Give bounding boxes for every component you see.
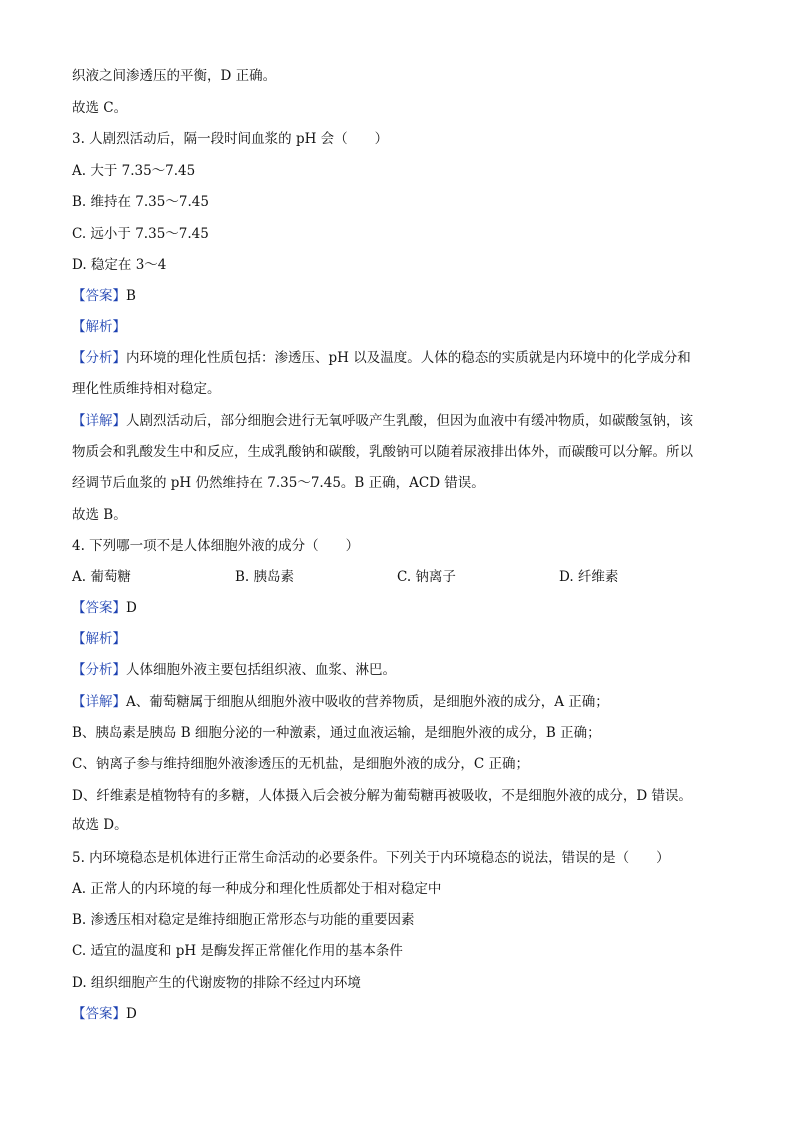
question-4-jiexi xyxy=(72,629,734,649)
question-3-option-b: B. 维持在 7.35～7.45 xyxy=(72,194,209,210)
xiangjie-tag: 【详解】 xyxy=(72,694,126,710)
xiangjie-tag: 【详解】 xyxy=(72,413,126,429)
question-5-option-b: B. 渗透压相对稳定是维持细胞正常形态与功能的重要因素 xyxy=(72,912,415,928)
text-line: C、钠离子参与维持细胞外液渗透压的无机盐，是细胞外液的成分，C 正确； xyxy=(72,756,529,772)
question-3-xiangjie xyxy=(72,411,734,431)
text-line: 故选 C。 xyxy=(72,100,128,116)
question-4-answer xyxy=(72,598,734,618)
question-5-answer xyxy=(72,1004,734,1024)
answer-value: D xyxy=(126,600,137,616)
text-line: D、纤维素是植物特有的多糖，人体摄入后会被分解为葡萄糖再被吸收，不是细胞外液的成分，D 错误。 xyxy=(72,788,692,804)
question-4-option-c: C. 钠离子 xyxy=(397,569,456,585)
xiangjie-text: A、葡萄糖属于细胞从细胞外液中吸收的营养物质，是细胞外液的成分，A 正确； xyxy=(126,694,609,710)
question-4-option-a: A. 葡萄糖 xyxy=(72,569,131,585)
question-3-answer xyxy=(72,286,734,306)
answer-value: D xyxy=(126,1006,137,1022)
jiexi-tag: 【解析】 xyxy=(72,319,126,335)
text-line: 织液之间渗透压的平衡，D 正确。 xyxy=(72,68,277,84)
text-line: 经调节后血浆的 pH 仍然维持在 7.35～7.45。B 正确，ACD 错误。 xyxy=(72,475,485,491)
question-5-option-d: D. 组织细胞产生的代谢废物的排除不经过内环境 xyxy=(72,975,361,991)
question-3-stem: 3. 人剧烈活动后，隔一段时间血浆的 pH 会（ ） xyxy=(72,131,389,147)
text-line: B、胰岛素是胰岛 B 细胞分泌的一种激素，通过血液运输，是细胞外液的成分，B 正确； xyxy=(72,725,601,741)
fenxi-tag: 【分析】 xyxy=(72,662,126,678)
fenxi-text: 内环境的理化性质包括：渗透压、pH 以及温度。人体的稳态的实质就是内环境中的化学成分和 xyxy=(126,350,691,366)
question-4-option-b: B. 胰岛素 xyxy=(235,569,295,585)
question-4-option-d: D. 纤维素 xyxy=(559,569,619,585)
question-5-stem: 5. 内环境稳态是机体进行正常生命活动的必要条件。下列关于内环境稳态的说法，错误的是（ ） xyxy=(72,850,670,866)
fenxi-text: 人体细胞外液主要包括组织液、血浆、淋巴。 xyxy=(126,662,396,678)
question-3-option-a: A. 大于 7.35～7.45 xyxy=(72,163,196,179)
question-4-xiangjie xyxy=(72,692,734,712)
question-5-option-c: C. 适宜的温度和 pH 是酶发挥正常催化作用的基本条件 xyxy=(72,943,403,959)
answer-tag: 【答案】 xyxy=(72,1006,126,1022)
question-3-option-c: C. 远小于 7.35～7.45 xyxy=(72,226,209,242)
question-3-option-d: D. 稳定在 3～4 xyxy=(72,257,167,273)
question-3-fenxi xyxy=(72,348,734,368)
question-4-stem: 4. 下列哪一项不是人体细胞外液的成分（ ） xyxy=(72,538,360,554)
answer-value: B xyxy=(126,288,136,304)
fenxi-tag: 【分析】 xyxy=(72,350,126,366)
text-line: 理化性质维持相对稳定。 xyxy=(72,381,221,397)
xiangjie-text: 人剧烈活动后，部分细胞会进行无氧呼吸产生乳酸，但因为血液中有缓冲物质，如碳酸氢钠，该 xyxy=(126,413,693,429)
question-3-jiexi xyxy=(72,317,734,337)
text-line: 故选 D。 xyxy=(72,817,128,833)
answer-tag: 【答案】 xyxy=(72,600,126,616)
question-4-fenxi xyxy=(72,660,734,680)
text-line: 物质会和乳酸发生中和反应，生成乳酸钠和碳酸，乳酸钠可以随着尿液排出体外，而碳酸可以分解。所以 xyxy=(72,444,693,460)
answer-tag: 【答案】 xyxy=(72,288,126,304)
jiexi-tag: 【解析】 xyxy=(72,631,126,647)
question-5-option-a: A. 正常人的内环境的每一种成分和理化性质都处于相对稳定中 xyxy=(72,881,442,897)
text-line: 故选 B。 xyxy=(72,507,127,523)
